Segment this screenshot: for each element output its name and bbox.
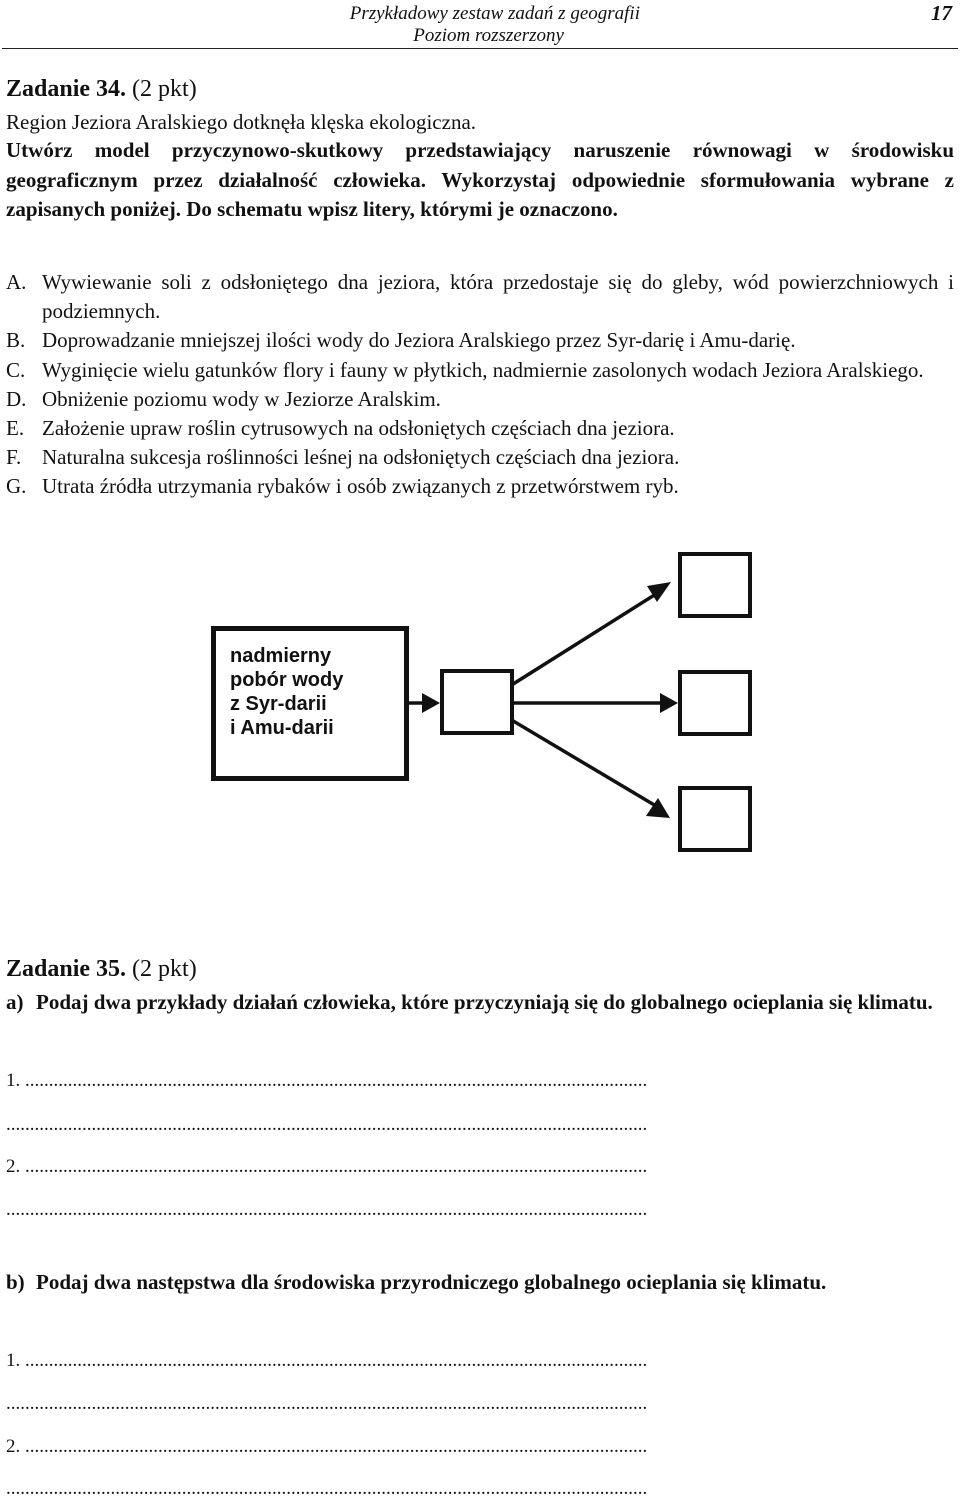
header-divider — [2, 48, 958, 49]
option-text: Wywiewanie soli z odsłoniętego dna jeziora, która przedostaje się do gleby, wód powierzchniowych i podziemnych. — [42, 270, 954, 324]
option-letter: C. — [6, 357, 26, 382]
answer-line[interactable]: ....................................................................................................................................... — [6, 1393, 648, 1414]
answer-line[interactable]: ....................................................................................................................................... — [6, 1114, 648, 1135]
option-g — [6, 472, 954, 501]
option-f — [6, 443, 954, 472]
answer-line[interactable]: 1. ................................................................................................................................... — [6, 1350, 648, 1371]
answer-line[interactable]: ....................................................................................................................................... — [6, 1199, 648, 1220]
task-34-title — [6, 75, 197, 103]
option-text: Doprowadzanie mniejszej ilości wody do Jeziora Aralskiego przez Syr-darię i Amu-darię. — [42, 328, 796, 353]
task-35-points: (2 pkt) — [132, 956, 197, 982]
arrow-head-cause — [422, 693, 440, 713]
answer-line[interactable]: ....................................................................................................................................... — [6, 1478, 648, 1499]
part-label: b) — [6, 1270, 25, 1294]
answer-line[interactable]: 2. ................................................................................................................................... — [6, 1156, 648, 1177]
cause-effect-diagram — [0, 540, 960, 880]
task-34-intro: Region Jeziora Aralskiego dotknęła klęska ekologiczna. — [6, 110, 477, 134]
part-label: a) — [6, 990, 24, 1014]
task-35-number: Zadanie 35. — [6, 956, 127, 982]
task-35-title — [6, 955, 197, 983]
task-35-part-b — [6, 1267, 954, 1297]
answer-box-intermediate[interactable] — [440, 669, 514, 735]
arrow-head-middle — [660, 693, 678, 713]
option-letter: F. — [6, 445, 22, 470]
task-34-instruction: Utwórz model przyczynowo-skutkowy przedstawiający naruszenie równowagi w środowisku geograficznym przez działalność człowieka. Wykorzystaj odpowiednie sformułowania wybrane z zapisanych poniżej. Do schematu wpisz litery, którymi je oznaczono. — [6, 138, 954, 221]
answer-box-effect-middle[interactable] — [678, 670, 752, 736]
task-34-points: (2 pkt) — [132, 76, 197, 102]
option-letter: G. — [6, 474, 27, 499]
option-text: Wyginięcie wielu gatunków flory i fauny w płytkich, nadmiernie zasolonych wodach Jeziora Aralskiego. — [42, 357, 924, 382]
option-text: Założenie upraw roślin cytrusowych na odsłoniętych częściach dna jeziora. — [42, 416, 675, 441]
cause-box — [211, 626, 409, 781]
task-34-options — [6, 268, 954, 502]
task-34-number: Zadanie 34. — [6, 76, 127, 102]
task-35-part-a — [6, 987, 954, 1017]
answer-line[interactable]: 1. ................................................................................................................................... — [6, 1070, 648, 1091]
option-c — [6, 356, 954, 385]
answer-box-effect-bottom[interactable] — [678, 786, 752, 852]
option-text: Utrata źródła utrzymania rybaków i osób związanych z przetwórstwem ryb. — [42, 474, 679, 499]
option-letter: D. — [6, 386, 27, 411]
option-letter: B. — [6, 328, 26, 353]
cause-text: nadmierny pobór wody z Syr-darii i Amu-darii — [230, 645, 344, 739]
option-a — [6, 268, 954, 326]
option-text: Naturalna sukcesja roślinności leśnej na odsłoniętych częściach dna jeziora. — [42, 445, 680, 470]
option-d — [6, 385, 954, 414]
header-level: Poziom rozszerzony — [413, 25, 564, 46]
answer-line[interactable]: 2. ................................................................................................................................... — [6, 1436, 648, 1457]
part-text: Podaj dwa następstwa dla środowiska przyrodniczego globalnego ocieplania się klimatu. — [36, 1270, 827, 1294]
header-subtitle: Przykładowy zestaw zadań z geografii — [349, 3, 640, 24]
option-e — [6, 414, 954, 443]
page-number: 17 — [931, 1, 952, 25]
answer-box-effect-top[interactable] — [678, 552, 752, 618]
option-letter: A. — [6, 270, 27, 294]
option-text: Obniżenie poziomu wody w Jeziorze Aralskim. — [42, 386, 441, 411]
option-b — [6, 326, 954, 355]
part-text: Podaj dwa przykłady działań człowieka, które przyczyniają się do globalnego ocieplania się klimatu. — [36, 990, 933, 1014]
option-letter: E. — [6, 416, 25, 441]
